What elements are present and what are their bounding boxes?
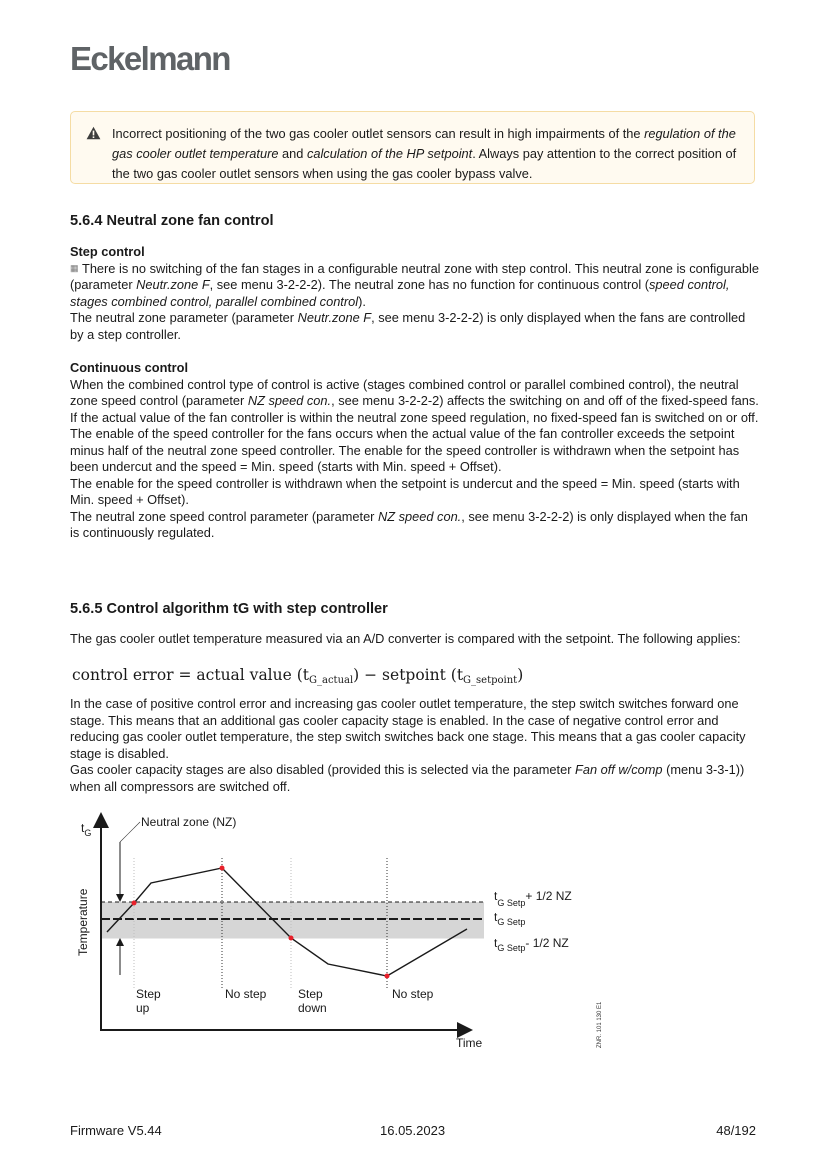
control-error-formula: control error = actual value $(t_{G\_actual})$ − setpoint $(t_{G\_setpoint})$ bbox=[72, 666, 524, 686]
continuous-control-paragraph-3: The enable of the speed controller for the fans occurs when the actual value of the fan controller exceeds the setpoint minus half of the neutral zone speed controller. The enable for the speed controller is withdrawn when the setpoint has been undercut and the speed = Min. speed (starts with Min. speed + Offset). bbox=[70, 426, 740, 474]
intro-text: The gas cooler outlet temperature measured via an A/D converter is compared with the setpoint. The following applies: bbox=[70, 631, 741, 646]
event-no-step-1: No step bbox=[225, 987, 267, 1001]
level-upper: $t_{G Setp}+ 1/2$ NZ bbox=[494, 889, 572, 908]
section-heading-5-6-5: 5.6.5 Control algorithm tG with step controller bbox=[70, 601, 388, 617]
no-step-marker-1 bbox=[220, 866, 225, 871]
section-heading-5-6-4: 5.6.4 Neutral zone fan control bbox=[70, 213, 274, 229]
event-step-up: Step up bbox=[136, 987, 161, 1015]
neutral-zone-label: Neutral zone (NZ) bbox=[141, 815, 237, 829]
continuous-control-paragraph-4: The enable for the speed controller is withdrawn when the setpoint is undercut and the speed = Min. speed (starts with Min. speed + Offset). bbox=[70, 475, 740, 507]
level-lower: $t_{G Setp}-$ 1/2 NZ bbox=[494, 936, 569, 953]
figure-id: ZNR. 101 130 E1 bbox=[597, 1001, 603, 1048]
warning-text: Incorrect positioning of the two gas cooler outlet sensors can result in high impairments of the regulation of the gas cooler outlet temperature and calculation of the HP setpoint. Always pay attention to the correct position of the two gas cooler outlet sensors when using the gas cooler bypass valve. bbox=[112, 126, 737, 181]
step-control-paragraph-1: ▦ There is no switching of the fan stages in a configurable neutral zone with step control. This neutral zone is configurable (parameter Neutr.zone F, see menu 3-2-2-2). The neutral zone has no function for continuous control (speed control, stages combined control, parallel combined control). bbox=[70, 260, 759, 309]
step-down-marker bbox=[289, 936, 294, 941]
continuous-control-paragraph-2: If the actual value of the fan controller is within the neutral zone speed regulation, no fixed-speed fan is switched on or off. bbox=[70, 409, 759, 425]
eckelmann-logo: Eckelmann bbox=[70, 40, 230, 77]
step-up-marker bbox=[132, 901, 137, 906]
level-setpoint: $t_{G Setp}$ bbox=[494, 910, 526, 927]
continuous-control-paragraph-1: When the combined control type of control is active (stages combined control or parallel combined control), the neutral zone speed control (parameter NZ speed con., see menu 3-2-2-2) affects the switching on and off of the fixed-speed fans. bbox=[70, 376, 759, 408]
no-step-marker-2 bbox=[385, 974, 390, 979]
placeholder-glyph-icon: ▦ bbox=[70, 262, 79, 273]
continuous-control-paragraph-5: The neutral zone speed control parameter (parameter NZ speed con., see menu 3-2-2-2) is only displayed when the fan is continuously regulated. bbox=[70, 508, 748, 540]
event-no-step-2: No step bbox=[392, 987, 434, 1001]
continuous-control-heading: Continuous control bbox=[70, 360, 188, 375]
y-axis-symbol: $t_G$ bbox=[81, 821, 92, 838]
step-control-paragraph-2: The neutral zone parameter (parameter Neutr.zone F, see menu 3-2-2-2) is only displayed when the fans are controlled by a step controller. bbox=[70, 310, 746, 342]
event-step-down: Step down bbox=[298, 987, 327, 1015]
step-control-heading: Step control bbox=[70, 244, 145, 259]
footer-date: 16.05.2023 bbox=[380, 1123, 446, 1138]
x-axis-label: Time bbox=[456, 1036, 483, 1050]
capacity-stage-paragraph: Gas cooler capacity stages are also disabled (provided this is selected via the parameter Fan off w/comp (menu 3-3-1)) when all compressors are switched off. bbox=[70, 762, 745, 794]
y-axis-label: Temperature bbox=[76, 888, 90, 956]
footer-firmware: Firmware V5.44 bbox=[70, 1123, 162, 1138]
footer-page-number: 48/192 bbox=[716, 1123, 756, 1138]
step-switch-paragraph: In the case of positive control error and increasing gas cooler outlet temperature, the step switch switches forward one stage. This means that an additional gas cooler capacity stage is enabled. In the case of negative control error and reducing gas cooler outlet temperature, the step switch switches back one stage. This means that a gas cooler capacity stage is disabled. bbox=[70, 696, 746, 761]
